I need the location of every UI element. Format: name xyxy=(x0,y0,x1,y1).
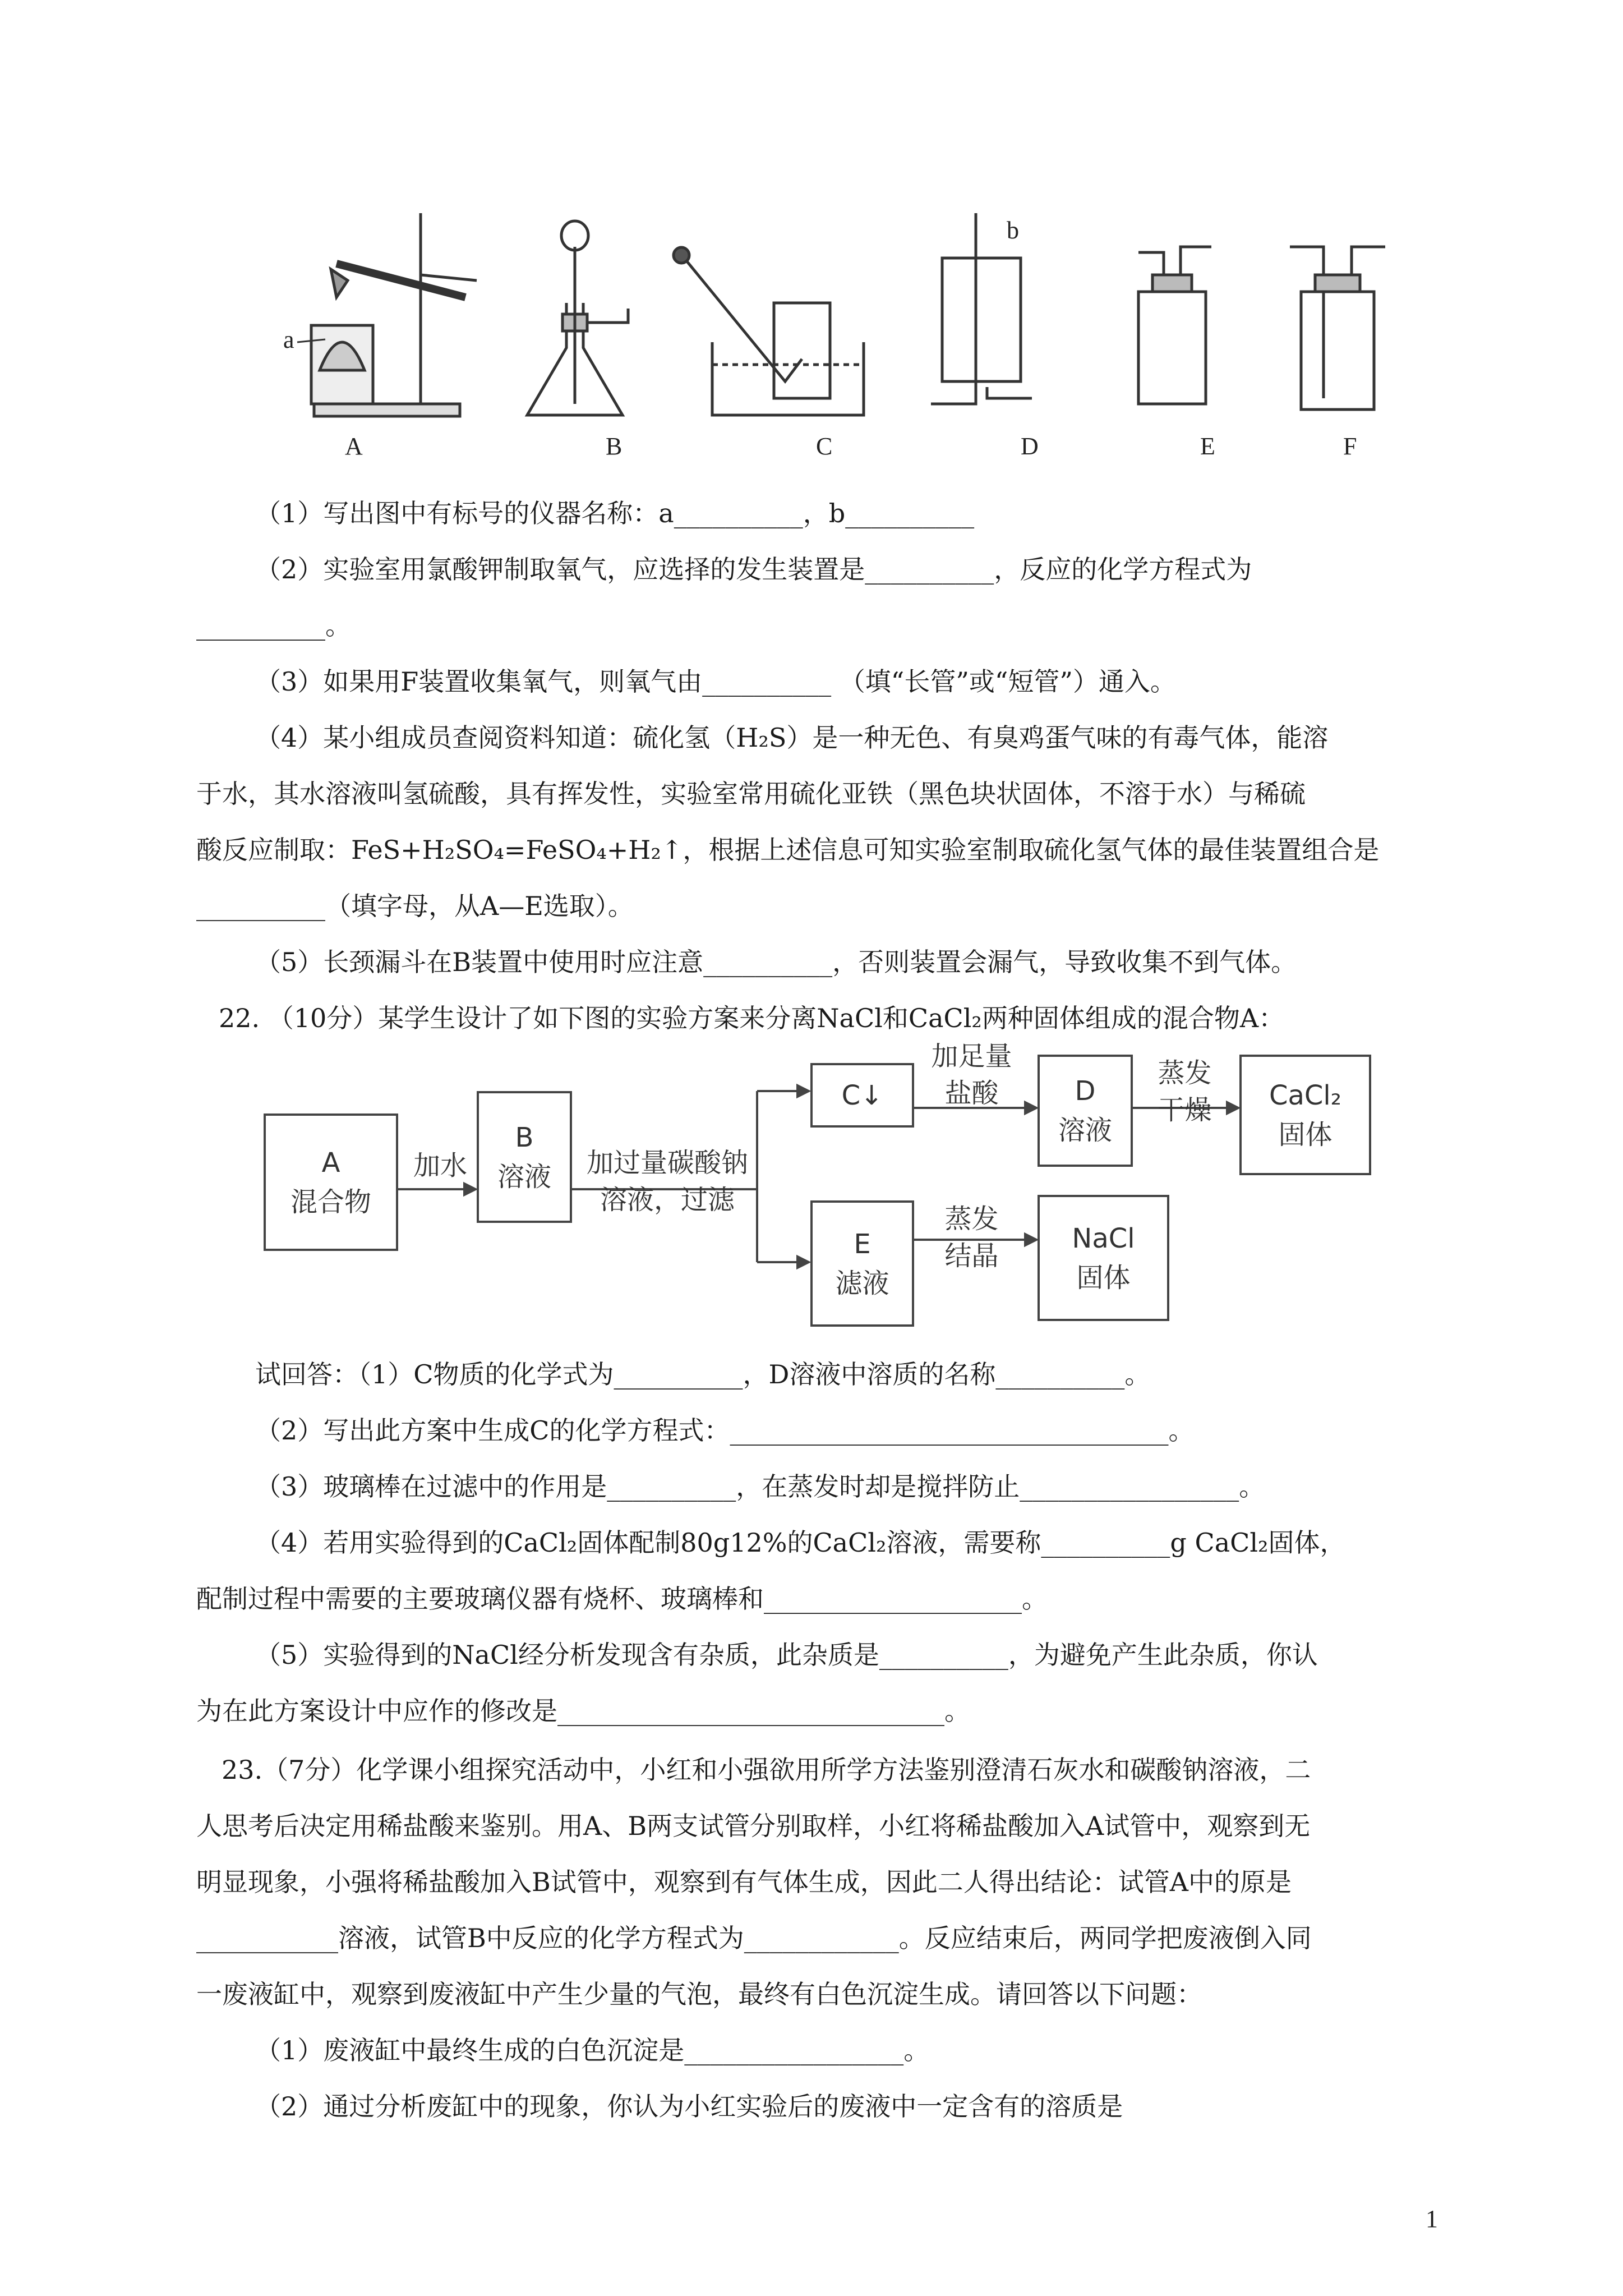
apparatus-marker-b: b xyxy=(1007,217,1019,244)
flow-box-d xyxy=(1038,1055,1133,1167)
flow-box-cacl2-formula: CaCl₂ xyxy=(1269,1079,1342,1111)
q21-part4: （4）某小组成员查阅资料知道：硫化氢（H₂S）是一种无色、有臭鸡蛋气味的有毒气体，能溶 xyxy=(255,723,1329,753)
flow-box-c xyxy=(810,1063,914,1128)
q23-intro-cont1: 人思考后决定用稀盐酸来鉴别。用A、B两支试管分别取样，小红将稀盐酸加入A试管中，观察到无 xyxy=(196,1811,1311,1841)
flow-box-a-text: 混合物 xyxy=(290,1186,371,1218)
flow-box-a xyxy=(264,1114,398,1251)
flow-box-nacl-formula: NaCl xyxy=(1072,1222,1135,1254)
flow-arrow5-line2: 结晶 xyxy=(944,1240,999,1272)
q21-part1: （1）写出图中有标号的仪器名称：a__________，b__________ xyxy=(255,498,975,528)
page-number: 1 xyxy=(1426,2205,1438,2233)
apparatus-label-a: A xyxy=(345,432,363,460)
flow-arrow2-line1: 加过量碳酸钠 xyxy=(586,1147,748,1179)
flow-arrow1-label: 加水 xyxy=(413,1150,467,1181)
flow-box-b-letter: B xyxy=(515,1121,534,1153)
q23-intro-cont4: 一废液缸中，观察到废液缸中产生少量的气泡，最终有白色沉淀生成。请回答以下问题： xyxy=(196,1979,1202,2009)
q22-part1: 试回答：（1）C物质的化学式为__________，D溶液中溶质的名称__________。 xyxy=(255,1359,1151,1389)
flow-arrow5-label xyxy=(920,1200,1023,1274)
flow-arrow3-line1: 加足量 xyxy=(931,1041,1012,1072)
q21-part4-cont3: __________（填字母，从A—E选取）。 xyxy=(196,891,634,921)
apparatus-label-f: F xyxy=(1343,432,1357,460)
q21-part2: （2）实验室用氯酸钾制取氧气，应选择的发生装置是__________，反应的化学方程式为 xyxy=(255,554,1252,585)
q21-part4-cont2: 酸反应制取：FeS+H₂SO₄=FeSO₄+H₂↑，根据上述信息可知实验室制取硫化氢气体的最佳装置组合是 xyxy=(196,835,1380,865)
q22-part5-cont: 为在此方案设计中应作的修改是______________________________。 xyxy=(196,1696,970,1726)
q23-part1: （1）废液缸中最终生成的白色沉淀是_________________。 xyxy=(255,2035,930,2065)
flow-box-b-text: 溶液 xyxy=(497,1161,551,1193)
flow-box-a-letter: A xyxy=(321,1147,340,1179)
q21-part2-cont: __________。 xyxy=(196,610,351,641)
flow-arrow4-line2: 干燥 xyxy=(1158,1094,1212,1126)
flow-box-b xyxy=(477,1091,572,1223)
flow-arrow2-line2: 溶液，过滤 xyxy=(600,1184,735,1216)
flow-arrow2-label xyxy=(575,1144,760,1218)
q21-part4-cont1: 于水，其水溶液叫氢硫酸，具有挥发性，实验室常用硫化亚铁（黑色块状固体，不溶于水）与稀硫 xyxy=(196,779,1306,809)
flow-box-cacl2-text: 固体 xyxy=(1278,1119,1332,1151)
flow-box-c-text: C↓ xyxy=(841,1079,883,1111)
flow-box-e-text: 滤液 xyxy=(835,1267,889,1299)
flow-box-nacl-text: 固体 xyxy=(1076,1262,1131,1294)
apparatus-marker-a: a xyxy=(283,326,294,353)
flow-box-nacl xyxy=(1038,1195,1169,1321)
flow-arrow5-line1: 蒸发 xyxy=(944,1203,999,1235)
q22-title: 22. （10分）某学生设计了如下图的实验方案来分离NaCl和CaCl₂两种固体组成的混合物A： xyxy=(219,1003,1285,1033)
q22-part3: （3）玻璃棒在过滤中的作用是__________，在蒸发时却是搅拌防止_________________。 xyxy=(255,1471,1265,1502)
flow-box-e-letter: E xyxy=(854,1228,871,1260)
apparatus-label-c: C xyxy=(816,432,833,460)
q21-part3: （3）如果用F装置收集氧气，则氧气由__________ （填“长管”或“短管”）通入。 xyxy=(255,666,1176,697)
apparatus-label-d: D xyxy=(1021,432,1039,460)
flow-box-e xyxy=(810,1200,914,1327)
q22-part2: （2）写出此方案中生成C的化学方程式：__________________________________。 xyxy=(255,1415,1195,1446)
apparatus-label-e: E xyxy=(1200,432,1215,460)
q22-part5: （5）实验得到的NaCl经分析发现含有杂质，此杂质是__________，为避免产生此杂质，你认 xyxy=(255,1640,1318,1670)
flow-box-d-letter: D xyxy=(1075,1075,1096,1107)
flow-box-cacl2 xyxy=(1239,1055,1371,1175)
q21-part5: （5）长颈漏斗在B装置中使用时应注意__________，否则装置会漏气，导致收集不到气体。 xyxy=(255,947,1297,977)
q23-intro-cont2: 明显现象，小强将稀盐酸加入B试管中，观察到有气体生成，因此二人得出结论：试管A中的原是 xyxy=(196,1867,1292,1897)
flow-arrow3-line2: 盐酸 xyxy=(944,1078,999,1109)
q22-part4-cont: 配制过程中需要的主要玻璃仪器有烧杯、玻璃棒和____________________。 xyxy=(196,1584,1048,1614)
q23-intro: 23.（7分）化学课小组探究活动中，小红和小强欲用所学方法鉴别澄清石灰水和碳酸钠溶液，二 xyxy=(222,1755,1311,1785)
flow-arrow4-label xyxy=(1138,1055,1231,1129)
flow-box-d-text: 溶液 xyxy=(1058,1115,1112,1146)
q23-intro-cont3: ___________溶液，试管B中反应的化学方程式为____________。反应结束后，两同学把废液倒入同 xyxy=(196,1923,1312,1953)
q23-part2: （2）通过分析废缸中的现象，你认为小红实验后的废液中一定含有的溶质是 xyxy=(255,2091,1123,2122)
flow-arrow4-line1: 蒸发 xyxy=(1158,1057,1212,1089)
flow-arrow3-label xyxy=(920,1038,1023,1112)
q22-part4: （4）若用实验得到的CaCl₂固体配制80g12%的CaCl₂溶液，需要称__________g CaCl₂固体， xyxy=(255,1527,1346,1558)
apparatus-label-b: B xyxy=(606,432,623,460)
